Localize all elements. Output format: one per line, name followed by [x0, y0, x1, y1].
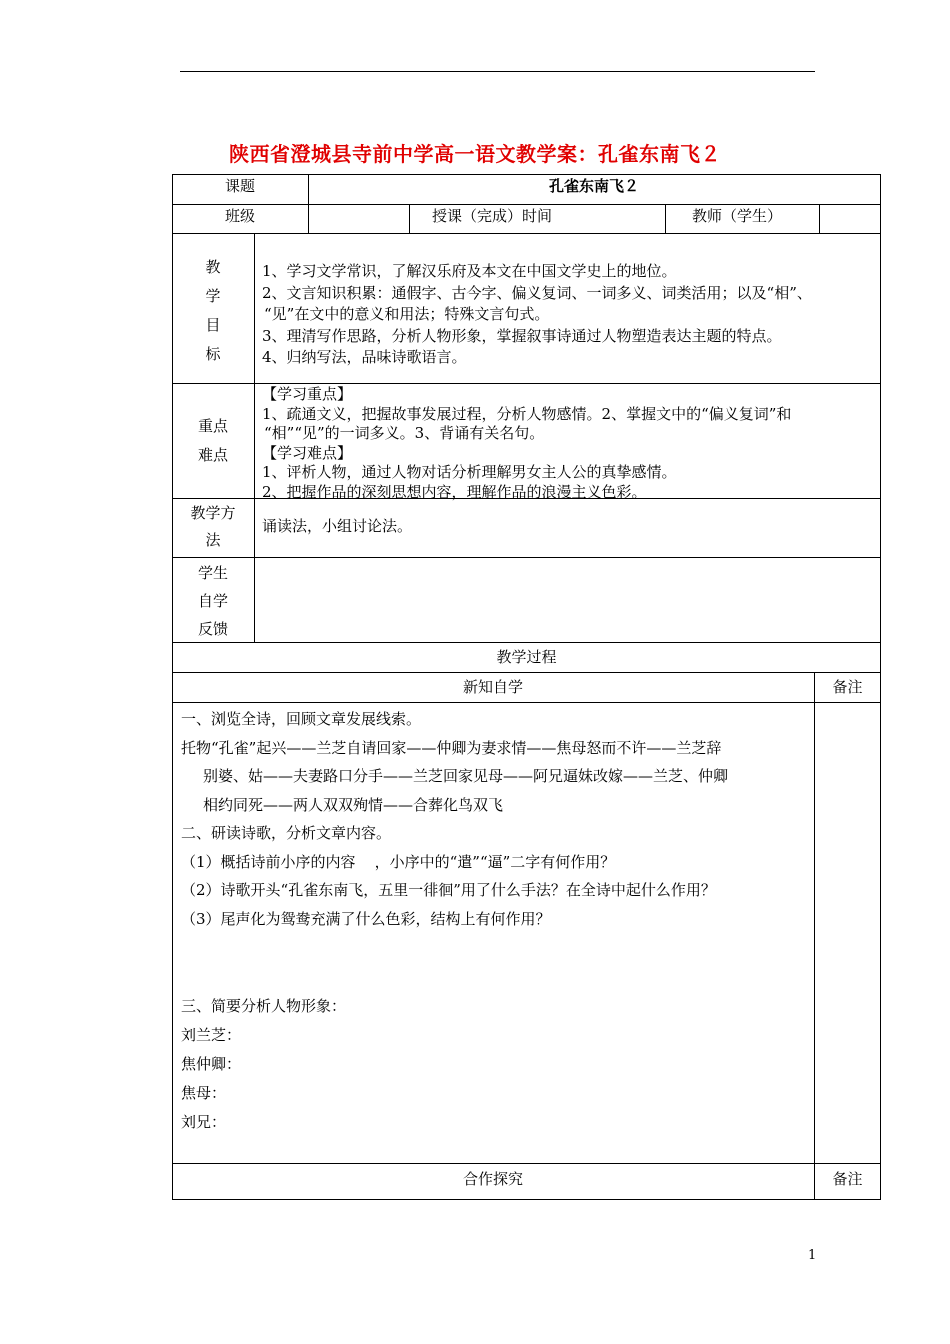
clue-line-3: 相约同死——两人双双殉情——合葬化鸟双飞: [203, 795, 504, 814]
feedback-label: 学生 自学 反馈: [197, 564, 228, 638]
coop-header: 合作探究: [462, 1170, 523, 1188]
question-3: （3）尾声化为鸳鸯充满了什么色彩，结构上有何作用？: [181, 909, 551, 928]
method-value: 诵读法，小组讨论法。: [262, 517, 413, 535]
characters-content: [181, 992, 811, 1137]
topic-label: 课题: [224, 177, 255, 195]
teacher-label: 教师（学生）: [692, 207, 783, 225]
remarks-header: 备注: [832, 678, 863, 696]
topic-value: 孔雀东南飞２: [548, 177, 639, 195]
self-study-content: [181, 705, 811, 933]
key-content: 【学习重点】 1、疏通文义，把握故事发展过程，分析人物感情。2、掌握文中的“偏义复词”和 “相”“见”的一词多义。3、背诵有关名句。 【学习难点】 1、评析人物，通过人物对话分析理解男女主人公的真挚感情。 2、把握作品的深刻思想内容，理解作品的浪漫主义色彩。: [262, 385, 792, 501]
section-3: 三、简要分析人物形象：: [181, 997, 347, 1015]
header-rule: [180, 71, 815, 72]
question-2: （2）诗歌开头“孔雀东南飞，五里一徘徊”用了什么手法？在全诗中起什么作用？: [181, 881, 716, 899]
goals-list: 1、学习文学常识，了解汉乐府及本文在中国文学史上的地位。 2、文言知识积累：通假字、古今字、偏义复词、一词多义、词类活用；以及“相”、 “见”在文中的意义和用法；特殊文言句式。 3、理清写作思路，分析人物形象，掌握叙事诗通过人物塑造表达主题的特点。 4、归纳写法，品味诗歌语言。: [262, 262, 812, 366]
section-1: 一、浏览全诗，回顾文章发展线索。: [181, 710, 422, 728]
new-knowledge-header: 新知自学: [462, 678, 523, 696]
character-1: 刘兰芝：: [181, 1026, 242, 1044]
method-label: 教学方 法: [190, 504, 236, 549]
remarks-header-2: 备注: [832, 1170, 863, 1188]
goals-label: 教 学 目 标: [205, 258, 221, 363]
section-2: 二、研读诗歌，分析文章内容。: [181, 824, 392, 842]
character-4: 刘兄：: [181, 1113, 227, 1131]
page-number: 1: [808, 1248, 817, 1263]
time-label: 授课（完成）时间: [432, 207, 553, 225]
question-1: （1）概括诗前小序的内容 ，小序中的“遣”“逼”二字有何作用？: [181, 852, 616, 871]
process-header: 教学过程: [496, 648, 557, 666]
key-label: 重点 难点: [197, 417, 228, 464]
page-title: 陕西省澄城县寺前中学高一语文教学案：孔雀东南飞２: [229, 142, 721, 166]
character-3: 焦母：: [181, 1084, 227, 1102]
clue-line-2: 别婆、姑——夫妻路口分手——兰芝回家见母——阿兄逼妹改嫁——兰芝、仲卿: [203, 767, 729, 785]
character-2: 焦仲卿：: [181, 1055, 242, 1073]
class-label: 班级: [224, 207, 255, 225]
clue-line-1: 托物“孔雀”起兴——兰芝自请回家——仲卿为妻求情——焦母怒而不许——兰芝辞: [181, 738, 722, 757]
